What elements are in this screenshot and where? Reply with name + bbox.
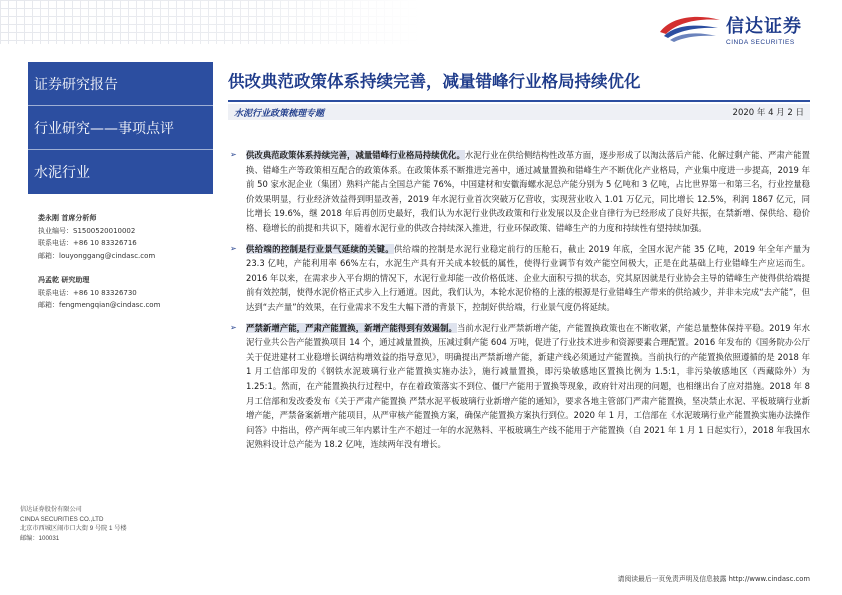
- analyst-phone: 联系电话：+86 10 83326716: [38, 239, 137, 247]
- analyst-card: [38, 212, 213, 262]
- sidebar-item-research-type: 行业研究——事项点评: [28, 106, 213, 150]
- sidebar-item-report-type: 证券研究报告: [28, 62, 213, 106]
- company-postcode: 邮编：100031: [20, 534, 60, 542]
- brand-name-cn: 信达证券: [726, 16, 802, 37]
- arrow-bullet-icon: ➢: [230, 150, 237, 159]
- paragraph-body: 水泥行业在供给侧结构性改革方面，逐步形成了以淘汰落后产能、化解过剩产能、严肃产能置换、错峰生产等政策相互配合的政策体系。在政策体系不断推进完善中，通过减量置换和错峰生产不断优化产业格局，产业集中度进一步提高，2019 年前 50 家水泥企业（集团）熟料产能占全国总产能 76%，中国建材和安徽海螺水泥总产能分别为 5 亿吨和 3 亿吨，占比世界第一和第三名，行业控量稳价效果明显，行业经济效益得到明显改善，2019 年水泥行业首次突破万亿营收，实现营业收入 1.01 万亿元，同比增长 12.5%，利润 1867 亿元，同比增长 19.6%，继 2018 年后再创历史最好，我们认为水泥行业供改政策和行业发展以及企业自律行为已经形成了良好共振，在禁新增、保供给、稳价格、稳增长的前提和共识下，随着水泥行业的供改合持续深入推进，行业环保政策、错峰生产的力度和持续性有望持续加强。: [246, 150, 811, 233]
- paragraph-body: 当前水泥行业严禁新增产能，产能置换政策也在不断收紧，产能总量整体保持平稳。2019 年水泥行业共公告产能置换项目 14 个，通过减量置换，压减过剩产能 604 万吨，促进了行业技术进步和资源要素合理配置。2016 年发布的《国务院办公厅关于促进建材工业稳增长调结构增效益的指导意见》，明确提出严禁新增产能，新建产线必须通过产能置换。当前执行的产能置换依照遵循的是 2018 年 1 月工信部印发的《钢铁水泥玻璃行业产能置换实施办法》，施行减量置换，即污染敏感地区置换比例为 1.5:1，非污染敏感地区（西藏除外）为 1.25:1。然而，在产能置换执行过程中，存在着政策落实不到位、僵尸产能用于置换等现象，政府针对出现的问题，也相继出台了应对措施。2018 年 8 月工信部和发改委发布《关于严肃产能置换 严禁水泥平板玻璃行业新增产能的通知》，要求各地主管部门严肃产能置换，坚决禁止水泥、平板玻璃行业新增产能，严禁备案新增产能项目，从严审核产能置换方案，确保产能置换方案执行到位。2020 年 1 月，工信部在《水泥玻璃行业产能置换实施办法操作问答》中指出，停产两年或三年内累计生产不超过一年的水泥熟料、平板玻璃生产线不能用于产能置换（自 2021 年 1 月 1 日起实行），2018 年我国水泥熟料设计总产能为 18.2 亿吨，连续两年没有增长。: [246, 322, 810, 450]
- summary-paragraph: [228, 321, 810, 452]
- sidebar-item-industry: 水泥行业: [34, 165, 90, 181]
- company-name-cn: 信达证券股份有限公司: [20, 506, 82, 513]
- paragraph-lead: 供给端的控制是行业景气延续的关键。: [246, 243, 394, 254]
- arrow-bullet-icon: ➢: [230, 243, 237, 253]
- analyst-email[interactable]: 邮箱：louyonggang@cindasc.com: [38, 251, 156, 260]
- summary-paragraph: [228, 242, 810, 315]
- report-body: [228, 148, 810, 458]
- analyst-email[interactable]: 邮箱：fengmengqian@cindasc.com: [38, 301, 161, 309]
- paragraph-lead: 严禁新增产能，严肃产能置换，新增产能得到有效遏制。: [246, 322, 457, 333]
- disclaimer-footer[interactable]: 请阅读最后一页免责声明及信息披露 http://www.cindasc.com: [617, 575, 810, 583]
- analyst-phone: 联系电话：+86 10 83326730: [38, 288, 137, 297]
- analyst-name: 冯孟乾 研究助理: [38, 276, 90, 284]
- company-name-en: CINDA SECURITIES CO.,LTD: [20, 515, 104, 523]
- sidebar-category-block: [28, 62, 213, 194]
- analyst-name: 娄永刚 首席分析师: [38, 214, 97, 222]
- report-topic: 水泥行业政策梳理专题: [234, 108, 325, 119]
- analyst-info: [28, 212, 213, 312]
- paragraph-body: 供给端的控制是水泥行业稳定前行的压舱石，截止 2019 年底，全国水泥产能 35 亿吨，2019 年全年产量为 23.3 亿吨，产能利用率 66%左右，水泥生产具有开关成本较低的属性，使得行业调节有效产能空间极大，正是在此基础上行业错峰生产应运而生。2016 年以来，在需求步入平台期的情况下，水泥行业却能一改价格低迷、企业大面积亏损的状态，究其原因就是行业协会主导的错峰生产使得供给端提前有效控制，使得水泥价格正式步入上行通道。因此，我们认为，本轮水泥价格的上涨的根源是行业错峰生产带来的供给减少，并非未完成“去产能”，但达到“去产量”的效果，在行业需求不发生大幅下滑的背景下，控制好供给端，行业景气度仍将延续。: [246, 243, 811, 312]
- paragraph-lead: 供改典范政策体系持续完善，减量错峰行业格局持续优化。: [246, 150, 465, 160]
- analyst-license: 执业编号：S1500520010002: [38, 226, 136, 235]
- topic-bar: [228, 104, 810, 120]
- analyst-card: [38, 274, 213, 312]
- brand-name-en: CINDA SECURITIES: [726, 39, 795, 46]
- company-address: 北京市西城区闹市口大街 9 号院 1 号楼: [20, 525, 127, 532]
- arrow-bullet-icon: ➢: [230, 322, 237, 332]
- report-title: 供改典范政策体系持续完善，减量错峰行业格局持续优化: [228, 72, 641, 91]
- summary-paragraph: [228, 148, 810, 236]
- cinda-logo-icon: [658, 12, 722, 46]
- company-info: [20, 505, 127, 543]
- brand-logo: [658, 10, 802, 48]
- report-date: 2020 年 4 月 2 日: [732, 108, 804, 118]
- title-divider: [228, 100, 810, 102]
